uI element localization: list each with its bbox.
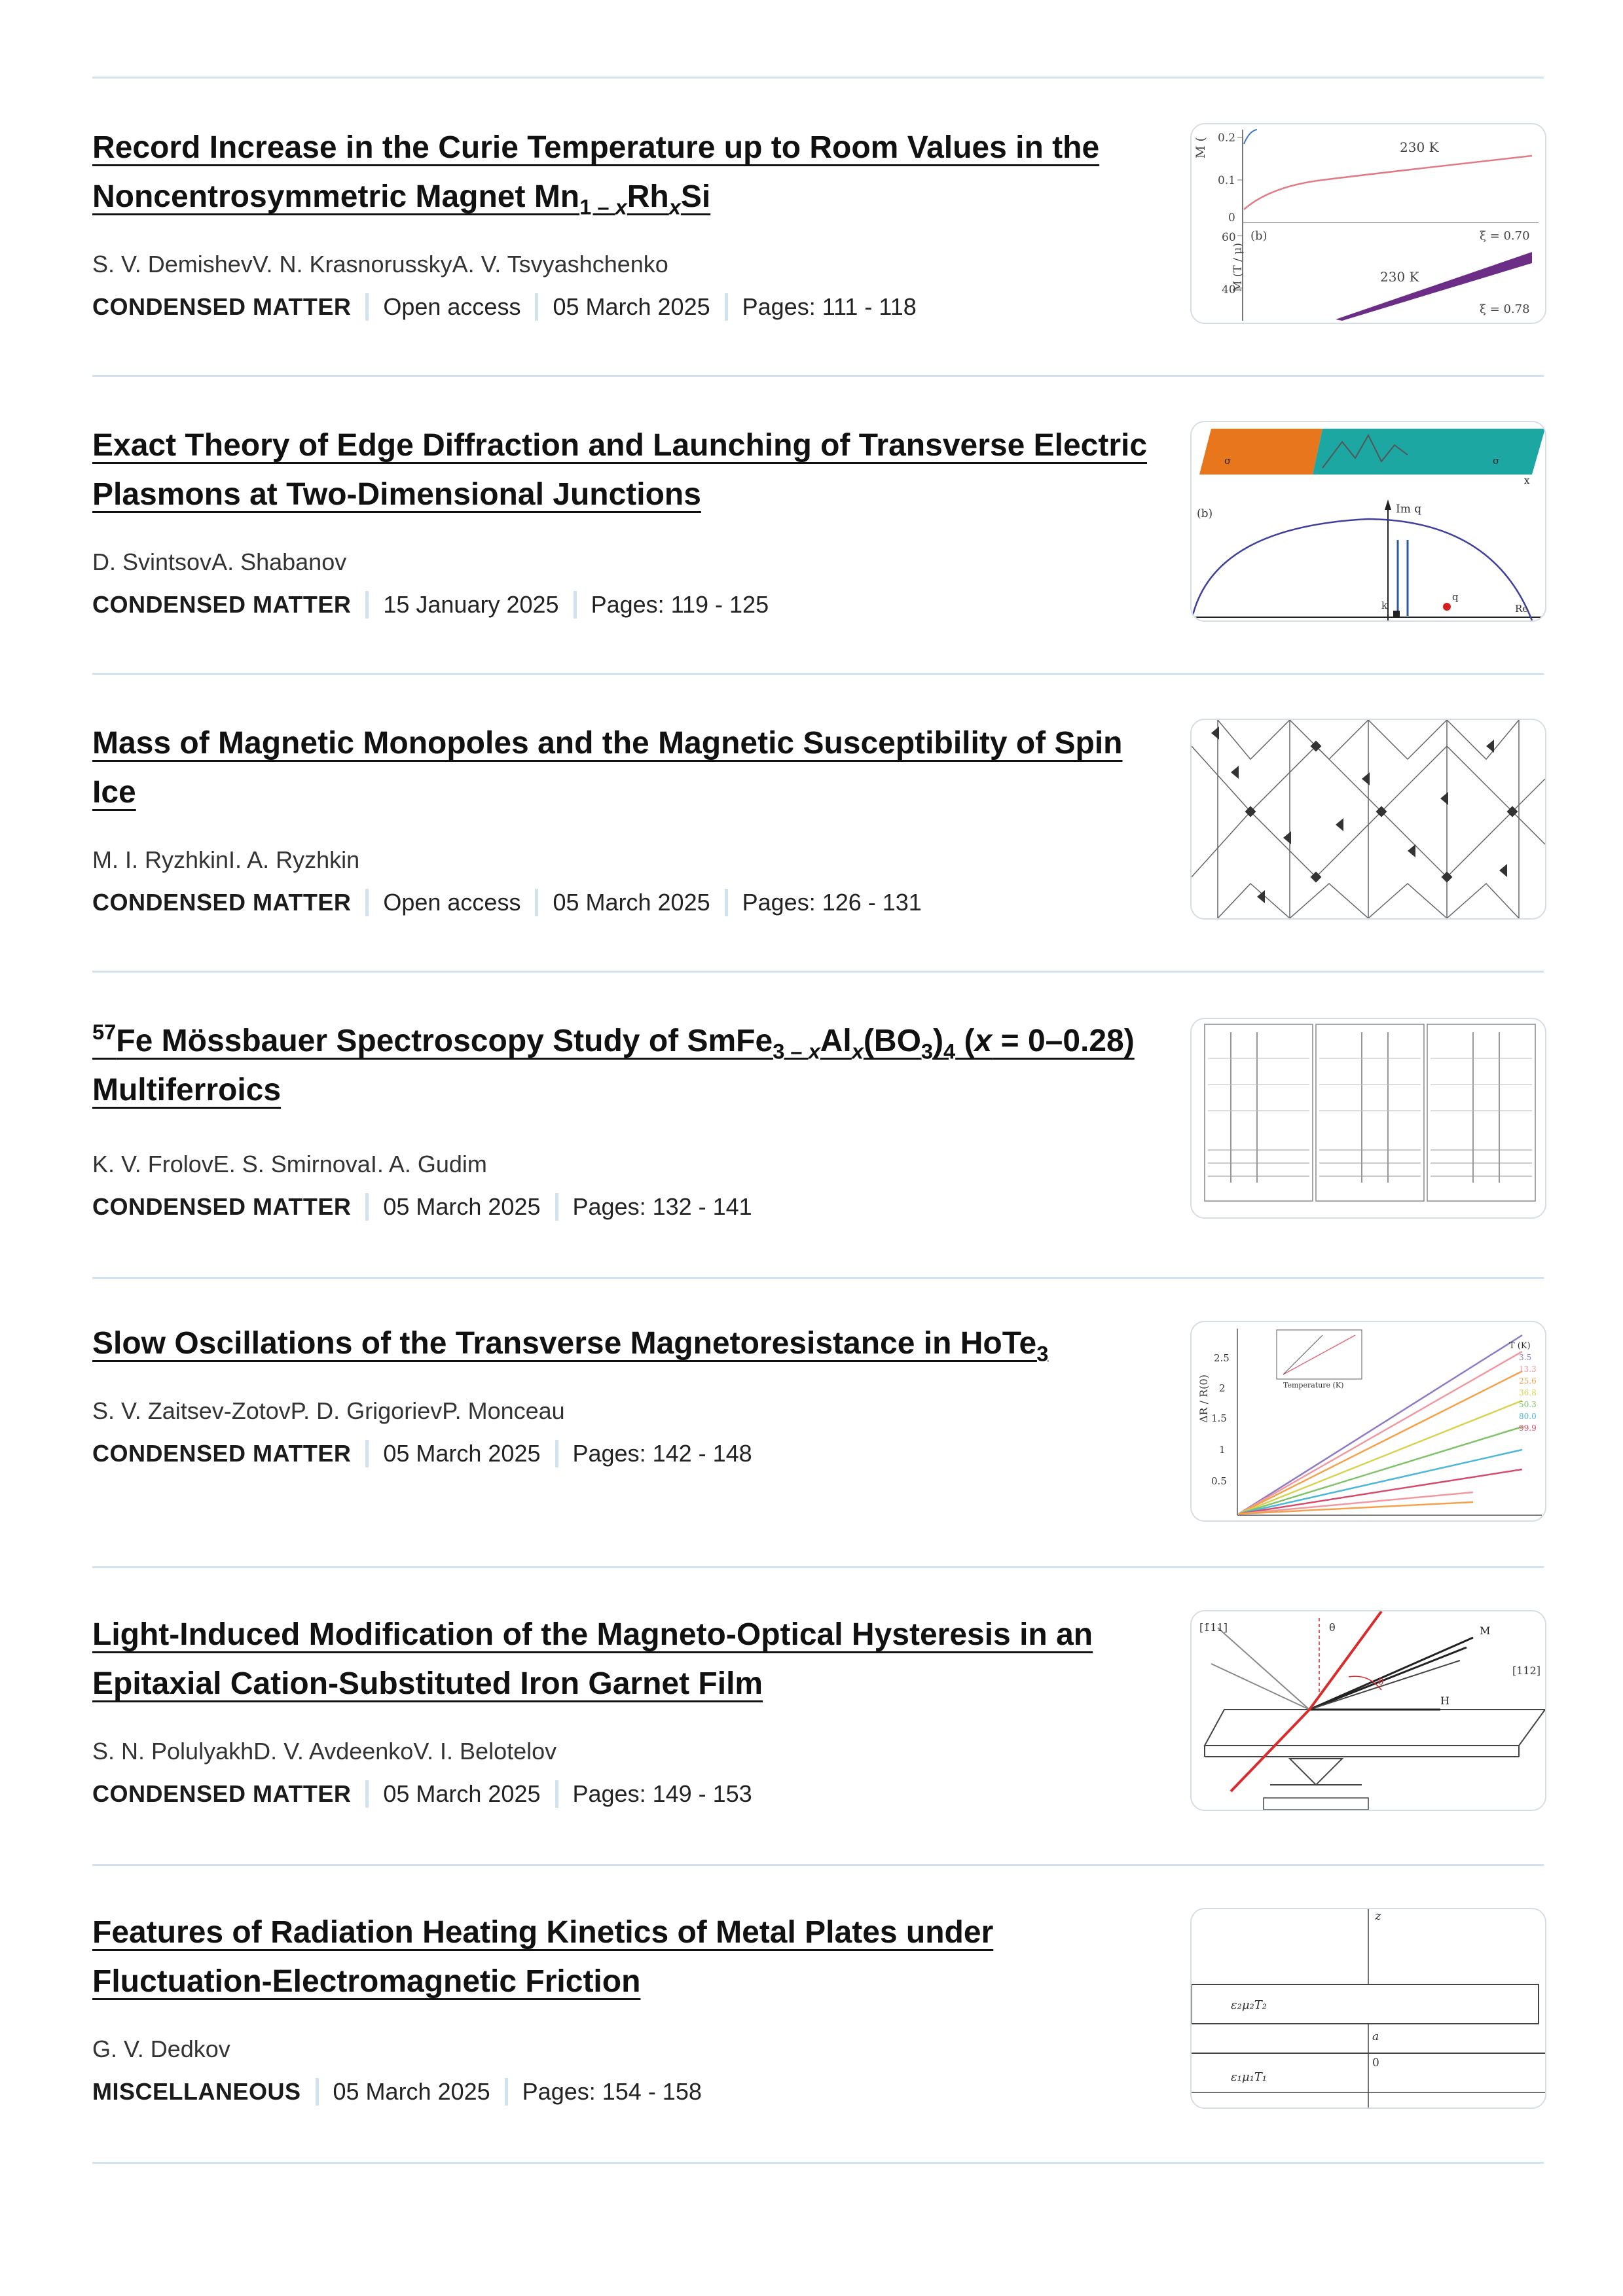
svg-text:(b): (b): [1197, 507, 1213, 520]
svg-text:80.0: 80.0: [1519, 1412, 1537, 1421]
page-range: Pages: 111 - 118: [742, 293, 917, 320]
meta-separator: [365, 591, 369, 619]
svg-text:0.5: 0.5: [1211, 1475, 1227, 1487]
svg-text:σ: σ: [1224, 455, 1231, 467]
article-authors: [92, 1397, 565, 1425]
svg-text:[112]: [112]: [1512, 1664, 1541, 1677]
author-link[interactable]: A. V. Tsvyashchenko: [452, 251, 668, 278]
article-authors: [92, 1738, 556, 1765]
svg-text:q: q: [1452, 591, 1459, 603]
meta-separator: [535, 889, 538, 916]
divider: [92, 1277, 1544, 1279]
category-label[interactable]: CONDENSED MATTER: [92, 889, 352, 916]
publish-date: 05 March 2025: [383, 1780, 541, 1807]
category-label[interactable]: MISCELLANEOUS: [92, 2078, 301, 2105]
page-range: Pages: 132 - 141: [572, 1193, 752, 1220]
svg-text:[1̄11]: [1̄11]: [1199, 1621, 1228, 1634]
svg-text:40: 40: [1222, 283, 1236, 296]
svg-text:13.3: 13.3: [1519, 1365, 1537, 1374]
svg-text:1.5: 1.5: [1211, 1412, 1227, 1424]
magnetization-figure: [1192, 124, 1545, 323]
svg-text:Im q: Im q: [1396, 503, 1422, 516]
meta-separator: [555, 1780, 558, 1808]
article-title-link[interactable]: Mass of Magnetic Monopoles and the Magnetic Susceptibility of Spin Ice: [92, 726, 1123, 810]
svg-text:x: x: [1524, 475, 1530, 486]
author-link[interactable]: V. I. Belotelov: [413, 1738, 557, 1765]
hysteresis-setup-figure: [1192, 1611, 1545, 1810]
divider: [92, 673, 1544, 675]
divider: [92, 2162, 1544, 2164]
svg-text:σ: σ: [1493, 455, 1500, 467]
svg-text:a: a: [1372, 2030, 1379, 2043]
article-card: [92, 719, 1544, 954]
author-link[interactable]: M. I. Ryzhkin: [92, 846, 229, 873]
magnetoresistance-figure: [1192, 1322, 1545, 1520]
author-link[interactable]: V. N. Krasnorussky: [252, 251, 452, 278]
article-title-link[interactable]: Features of Radiation Heating Kinetics of Metal Plates under Fluctuation-Electromagnetic Friction: [92, 1915, 994, 1999]
article-title-link[interactable]: Slow Oscillations of the Transverse Magnetoresistance in HoTe$_3$: [92, 1326, 1049, 1366]
article-meta: [92, 293, 917, 321]
meta-separator: [365, 1440, 369, 1467]
svg-text:36.8: 36.8: [1519, 1388, 1537, 1397]
svg-text:M (T / μ): M (T / μ): [1231, 242, 1245, 292]
figure-thumbnail[interactable]: [1190, 1908, 1546, 2109]
publish-date: 05 March 2025: [383, 1193, 541, 1220]
publish-date: 05 March 2025: [333, 2078, 490, 2105]
article-authors: [92, 846, 359, 874]
article-title-link[interactable]: Light-Induced Modification of the Magneto-Optical Hysteresis in an Epitaxial Cation-Substituted Iron Garnet Film: [92, 1617, 1093, 1701]
article-title-link[interactable]: Exact Theory of Edge Diffraction and Launching of Transverse Electric Plasmons at Two-Dimensional Junctions: [92, 428, 1148, 512]
svg-text:T (K): T (K): [1509, 1341, 1531, 1351]
meta-separator: [555, 1440, 558, 1467]
article-authors: [92, 548, 346, 576]
svg-text:230 K: 230 K: [1380, 269, 1419, 285]
meta-separator: [316, 2078, 319, 2106]
author-link[interactable]: S. N. Polulyakh: [92, 1738, 254, 1765]
svg-text:25.6: 25.6: [1519, 1376, 1537, 1386]
article-card: [92, 1908, 1544, 2144]
page-range: Pages: 154 - 158: [522, 2078, 702, 2105]
divider: [92, 1566, 1544, 1568]
svg-text:1: 1: [1219, 1444, 1226, 1456]
article-meta: [92, 1440, 752, 1467]
author-link[interactable]: D. V. Avdeenko: [253, 1738, 414, 1765]
svg-text:ξ = 0.78: ξ = 0.78: [1480, 302, 1530, 316]
article-title: [92, 123, 1153, 221]
article-title: [92, 719, 1153, 817]
mossbauer-spectra-figure: [1192, 1019, 1545, 1217]
meta-separator: [725, 889, 728, 916]
author-link[interactable]: A. Shabanov: [211, 548, 347, 575]
publish-date: 15 January 2025: [383, 591, 559, 618]
svg-text:(b): (b): [1250, 229, 1267, 243]
article-card: [92, 1016, 1544, 1252]
svg-text:ξ = 0.70: ξ = 0.70: [1480, 229, 1530, 243]
figure-thumbnail[interactable]: [1190, 1610, 1546, 1811]
svg-text:3.5: 3.5: [1519, 1353, 1532, 1362]
article-card: [92, 1610, 1544, 1846]
svg-text:ε₁μ₁T₁: ε₁μ₁T₁: [1231, 2070, 1267, 2084]
article-title: [92, 1016, 1153, 1115]
publish-date: 05 March 2025: [383, 1440, 541, 1467]
svg-text:2.5: 2.5: [1214, 1352, 1230, 1364]
category-label[interactable]: CONDENSED MATTER: [92, 293, 352, 320]
article-meta: [92, 2078, 702, 2106]
article-authors: [92, 251, 668, 278]
plates-geometry-figure: [1192, 1909, 1545, 2108]
article-card: [92, 123, 1544, 359]
svg-text:60: 60: [1222, 231, 1236, 244]
article-card: [92, 421, 1544, 656]
meta-separator: [365, 1780, 369, 1808]
divider: [92, 375, 1544, 377]
figure-thumbnail[interactable]: [1190, 421, 1546, 622]
article-authors: [92, 1151, 487, 1178]
article-title: [92, 1610, 1153, 1708]
article-title: [92, 1908, 1153, 2006]
svg-text:0.2: 0.2: [1218, 132, 1236, 145]
svg-text:ε₂μ₂T₂: ε₂μ₂T₂: [1231, 1998, 1267, 2012]
svg-text:0: 0: [1228, 211, 1235, 224]
svg-text:θ: θ: [1329, 1621, 1336, 1634]
article-card: [92, 1319, 1544, 1554]
publish-date: 05 March 2025: [553, 293, 710, 320]
author-link[interactable]: I. A. Ryzhkin: [228, 846, 360, 873]
meta-separator: [365, 889, 369, 916]
author-link[interactable]: P. Monceau: [442, 1397, 565, 1424]
article-meta: [92, 1780, 752, 1808]
spin-ice-lattice-figure: [1192, 720, 1545, 918]
divider: [92, 77, 1544, 79]
publish-date: 05 March 2025: [553, 889, 710, 916]
meta-separator: [574, 591, 577, 619]
meta-separator: [555, 1193, 558, 1221]
article-meta: [92, 591, 769, 619]
category-label[interactable]: CONDENSED MATTER: [92, 1440, 352, 1467]
svg-text:Re: Re: [1515, 603, 1529, 615]
meta-separator: [365, 293, 369, 321]
author-link[interactable]: P. D. Grigoriev: [290, 1397, 443, 1424]
svg-text:0.1: 0.1: [1218, 174, 1236, 187]
article-title: [92, 421, 1153, 519]
svg-text:50.3: 50.3: [1519, 1400, 1537, 1409]
svg-text:230 K: 230 K: [1400, 139, 1439, 155]
figure-thumbnail[interactable]: [1190, 1018, 1546, 1219]
figure-thumbnail[interactable]: [1190, 123, 1546, 324]
access-label: Open access: [383, 293, 521, 320]
svg-text:H: H: [1440, 1695, 1450, 1707]
author-link[interactable]: E. S. Smirnova: [213, 1151, 371, 1177]
meta-separator: [365, 1193, 369, 1221]
page-range: Pages: 142 - 148: [572, 1440, 752, 1467]
author-link[interactable]: S. V. Zaitsev-Zotov: [92, 1397, 291, 1424]
article-title-link[interactable]: $^{57}$Fe Mössbauer Spectroscopy Study of SmFe$_{3 -}$ $_xAl_x(BO_3)_4$ (x = 0–0.28) Multiferroics: [92, 1020, 1135, 1107]
figure-thumbnail[interactable]: [1190, 1321, 1546, 1522]
divider: [92, 1864, 1544, 1866]
author-link[interactable]: S. V. Demishev: [92, 251, 253, 278]
divider: [92, 971, 1544, 973]
article-title: [92, 1319, 1153, 1368]
author-link[interactable]: K. V. Frolov: [92, 1151, 213, 1177]
article-authors: [92, 2036, 230, 2063]
page-range: Pages: 119 - 125: [591, 591, 769, 618]
svg-text:k: k: [1381, 600, 1388, 611]
svg-text:M (: M (: [1194, 137, 1208, 158]
page-range: Pages: 126 - 131: [742, 889, 922, 916]
svg-text:99.9: 99.9: [1519, 1424, 1537, 1433]
svg-text:θ: θ: [1378, 1677, 1384, 1687]
svg-text:Temperature (K): Temperature (K): [1283, 1381, 1344, 1390]
author-link[interactable]: D. Svintsov: [92, 548, 212, 575]
meta-separator: [725, 293, 728, 321]
svg-text:ΔR / R(0): ΔR / R(0): [1197, 1374, 1210, 1423]
article-meta: [92, 1193, 752, 1221]
svg-text:2: 2: [1219, 1382, 1226, 1394]
page-range: Pages: 149 - 153: [572, 1780, 752, 1807]
plasmon-figure: [1192, 422, 1545, 620]
access-label: Open access: [383, 889, 521, 916]
meta-separator: [535, 293, 538, 321]
category-label[interactable]: CONDENSED MATTER: [92, 1193, 352, 1220]
category-label[interactable]: CONDENSED MATTER: [92, 1780, 352, 1807]
svg-text:M: M: [1480, 1624, 1491, 1637]
article-meta: [92, 889, 922, 916]
meta-separator: [505, 2078, 508, 2106]
svg-text:0: 0: [1372, 2056, 1379, 2070]
svg-text:z: z: [1375, 1909, 1381, 1923]
figure-thumbnail[interactable]: [1190, 719, 1546, 920]
author-link[interactable]: I. A. Gudim: [370, 1151, 487, 1177]
article-title-link[interactable]: Record Increase in the Curie Temperature up to Room Values in the Noncentrosymmetric Magnet $Mn_{1 -}$ $_xRh_xSi$: [92, 130, 1100, 219]
category-label[interactable]: CONDENSED MATTER: [92, 591, 352, 618]
author-link[interactable]: G. V. Dedkov: [92, 2036, 230, 2062]
